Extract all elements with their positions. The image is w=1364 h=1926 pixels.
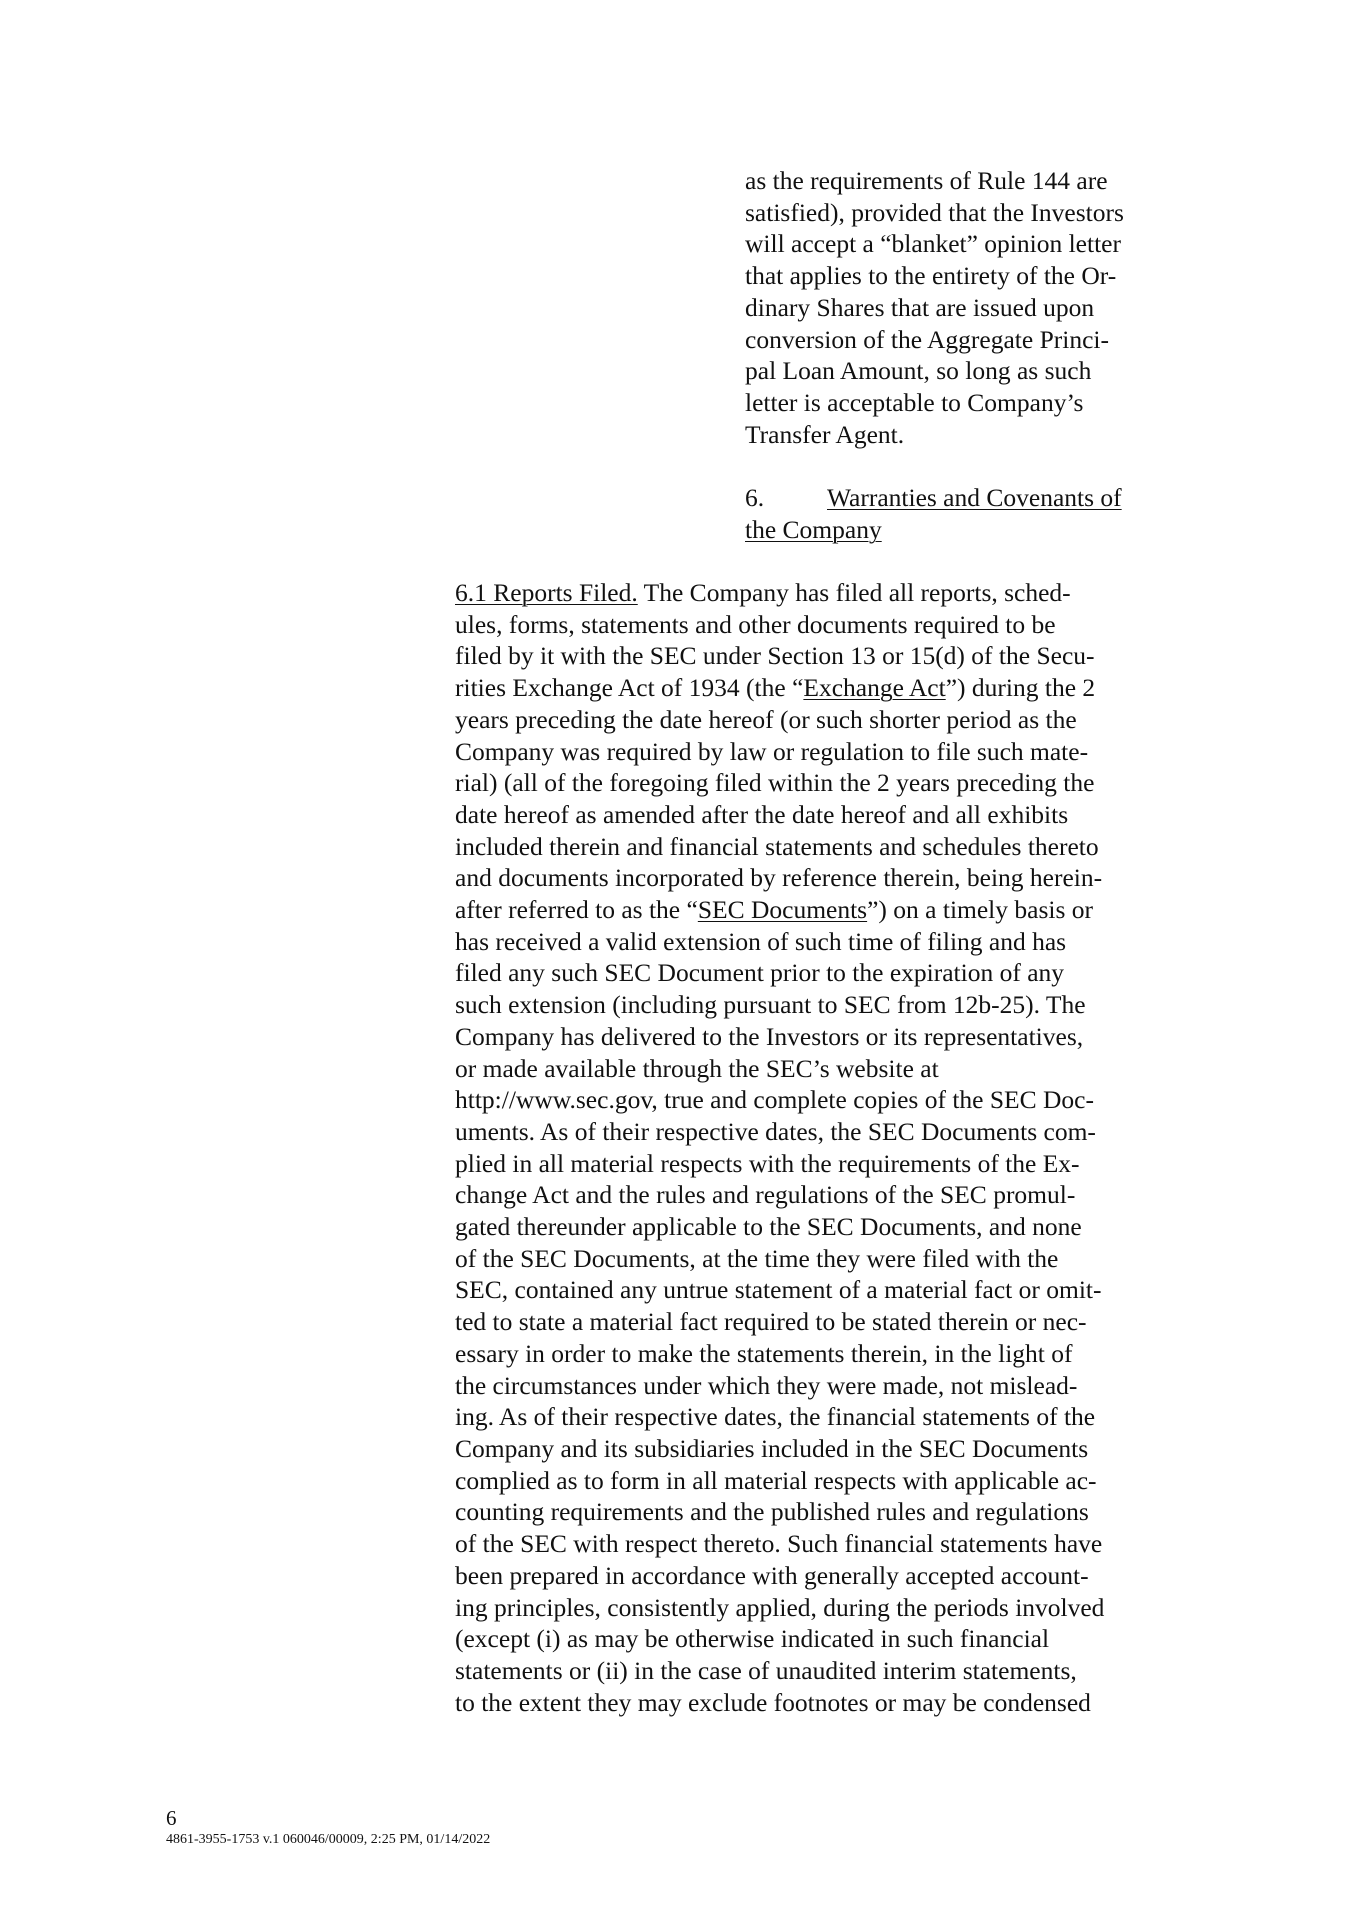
paragraph-line: pal Loan Amount, so long as such — [745, 356, 1092, 386]
paragraph-line: change Act and the rules and regulations of the SEC promul- — [455, 1180, 1076, 1210]
paragraph-line: Company was required by law or regulation to file such mate- — [455, 736, 1089, 766]
paragraph-line: been prepared in accordance with generally accepted account- — [455, 1560, 1089, 1590]
paragraph-line: conversion of the Aggregate Princi- — [745, 324, 1109, 354]
paragraph-line: ing. As of their respective dates, the financial statements of the — [455, 1402, 1096, 1432]
paragraph-text: rities Exchange Act of 1934 (the “ — [455, 673, 804, 703]
paragraph-line: letter is acceptable to Company’s — [745, 387, 1084, 417]
paragraph-line: Company and its subsidiaries included in the SEC Documents — [455, 1433, 1089, 1463]
paragraph-line: (except (i) as may be otherwise indicated in such financial — [455, 1624, 1050, 1654]
paragraph-line: Company has delivered to the Investors or its representatives, — [455, 1021, 1084, 1051]
paragraph-text: after referred to as the “ — [455, 895, 698, 925]
paragraph-line: complied as to form in all material respects with applicable ac- — [455, 1465, 1097, 1495]
paragraph-line: or made available through the SEC’s website at — [455, 1053, 939, 1083]
page-footer — [166, 1806, 490, 1850]
document-id: 4861-3955-1753 v.1 060046/00009, 2:25 PM, 01/14/2022 — [166, 1832, 491, 1847]
paragraph-line: counting requirements and the published rules and regulations — [455, 1497, 1089, 1527]
section-number: 6. — [745, 483, 765, 512]
paragraph-line — [455, 894, 1175, 926]
paragraph-line: will accept a “blanket” opinion letter — [745, 229, 1121, 259]
paragraph-line: such extension (including pursuant to SEC from 12b-25). The — [455, 990, 1086, 1020]
paragraph-line: the circumstances under which they were made, not mislead- — [455, 1370, 1078, 1400]
paragraph-line: http://www.sec.gov, true and complete copies of the SEC Doc- — [455, 1085, 1094, 1115]
subsection-label: 6.1 Reports Filed. — [455, 578, 638, 607]
paragraph-line: included therein and financial statements and schedules thereto — [455, 831, 1099, 861]
section-heading-line — [745, 482, 1170, 514]
section-heading — [745, 482, 1170, 545]
paragraph-text: ”) on a timely basis or — [867, 895, 1094, 925]
paragraph-line: dinary Shares that are issued upon — [745, 292, 1095, 322]
paragraph-line: years preceding the date hereof (or such shorter period as the — [455, 704, 1077, 734]
paragraph-line: ules, forms, statements and other documents required to be — [455, 609, 1056, 639]
paragraph-line: plied in all material respects with the requirements of the Ex- — [455, 1148, 1080, 1178]
section-title-part: Warranties and Covenants of — [827, 483, 1122, 512]
paragraph-line: Transfer Agent. — [745, 419, 905, 449]
paragraph-line: rial) (all of the foregoing filed within the 2 years preceding the — [455, 768, 1095, 798]
paragraph-line: date hereof as amended after the date hereof and all exhibits — [455, 799, 1069, 829]
paragraph-line: gated thereunder applicable to the SEC Documents, and none — [455, 1212, 1082, 1242]
paragraph-line: of the SEC with respect thereto. Such financial statements have — [455, 1529, 1103, 1559]
paragraph-line: filed any such SEC Document prior to the expiration of any — [455, 958, 1065, 988]
defined-term-sec-documents: SEC Documents — [697, 895, 868, 925]
paragraph-text: ”) during the 2 — [945, 673, 1096, 703]
paragraph-line: that applies to the entirety of the Or- — [745, 261, 1117, 291]
paragraph-line: satisfied), provided that the Investors — [745, 197, 1124, 227]
paragraph-line: as the requirements of Rule 144 are — [745, 166, 1108, 195]
paragraph-line: has received a valid extension of such time of filing and has — [455, 926, 1067, 956]
paragraph-line — [455, 672, 1175, 704]
paragraph-line: ing principles, consistently applied, during the periods involved — [455, 1592, 1105, 1622]
continued-paragraph — [745, 165, 1170, 450]
paragraph-line — [455, 577, 1175, 609]
paragraph-line: ted to state a material fact required to be stated therein or nec- — [455, 1307, 1087, 1337]
section-6-1-paragraph — [455, 577, 1175, 1718]
paragraph-line: and documents incorporated by reference therein, being herein- — [455, 863, 1103, 893]
paragraph-line: SEC, contained any untrue statement of a material fact or omit- — [455, 1275, 1102, 1305]
paragraph-text: The Company has filed all reports, sched- — [637, 578, 1071, 607]
defined-term-exchange-act: Exchange Act — [803, 673, 946, 703]
paragraph-line: to the extent they may exclude footnotes or may be condensed — [455, 1687, 1091, 1717]
page-number: 6 — [166, 1806, 177, 1830]
paragraph-line: filed by it with the SEC under Section 13 or 15(d) of the Secu- — [455, 641, 1095, 671]
paragraph-line: of the SEC Documents, at the time they were filed with the — [455, 1243, 1059, 1273]
paragraph-line: statements or (ii) in the case of unaudited interim statements, — [455, 1655, 1077, 1685]
paragraph-line: essary in order to make the statements therein, in the light of — [455, 1338, 1073, 1368]
section-title-part: the Company — [745, 514, 882, 544]
section-heading-line — [745, 514, 1170, 546]
paragraph-line: uments. As of their respective dates, the SEC Documents com- — [455, 1116, 1096, 1146]
